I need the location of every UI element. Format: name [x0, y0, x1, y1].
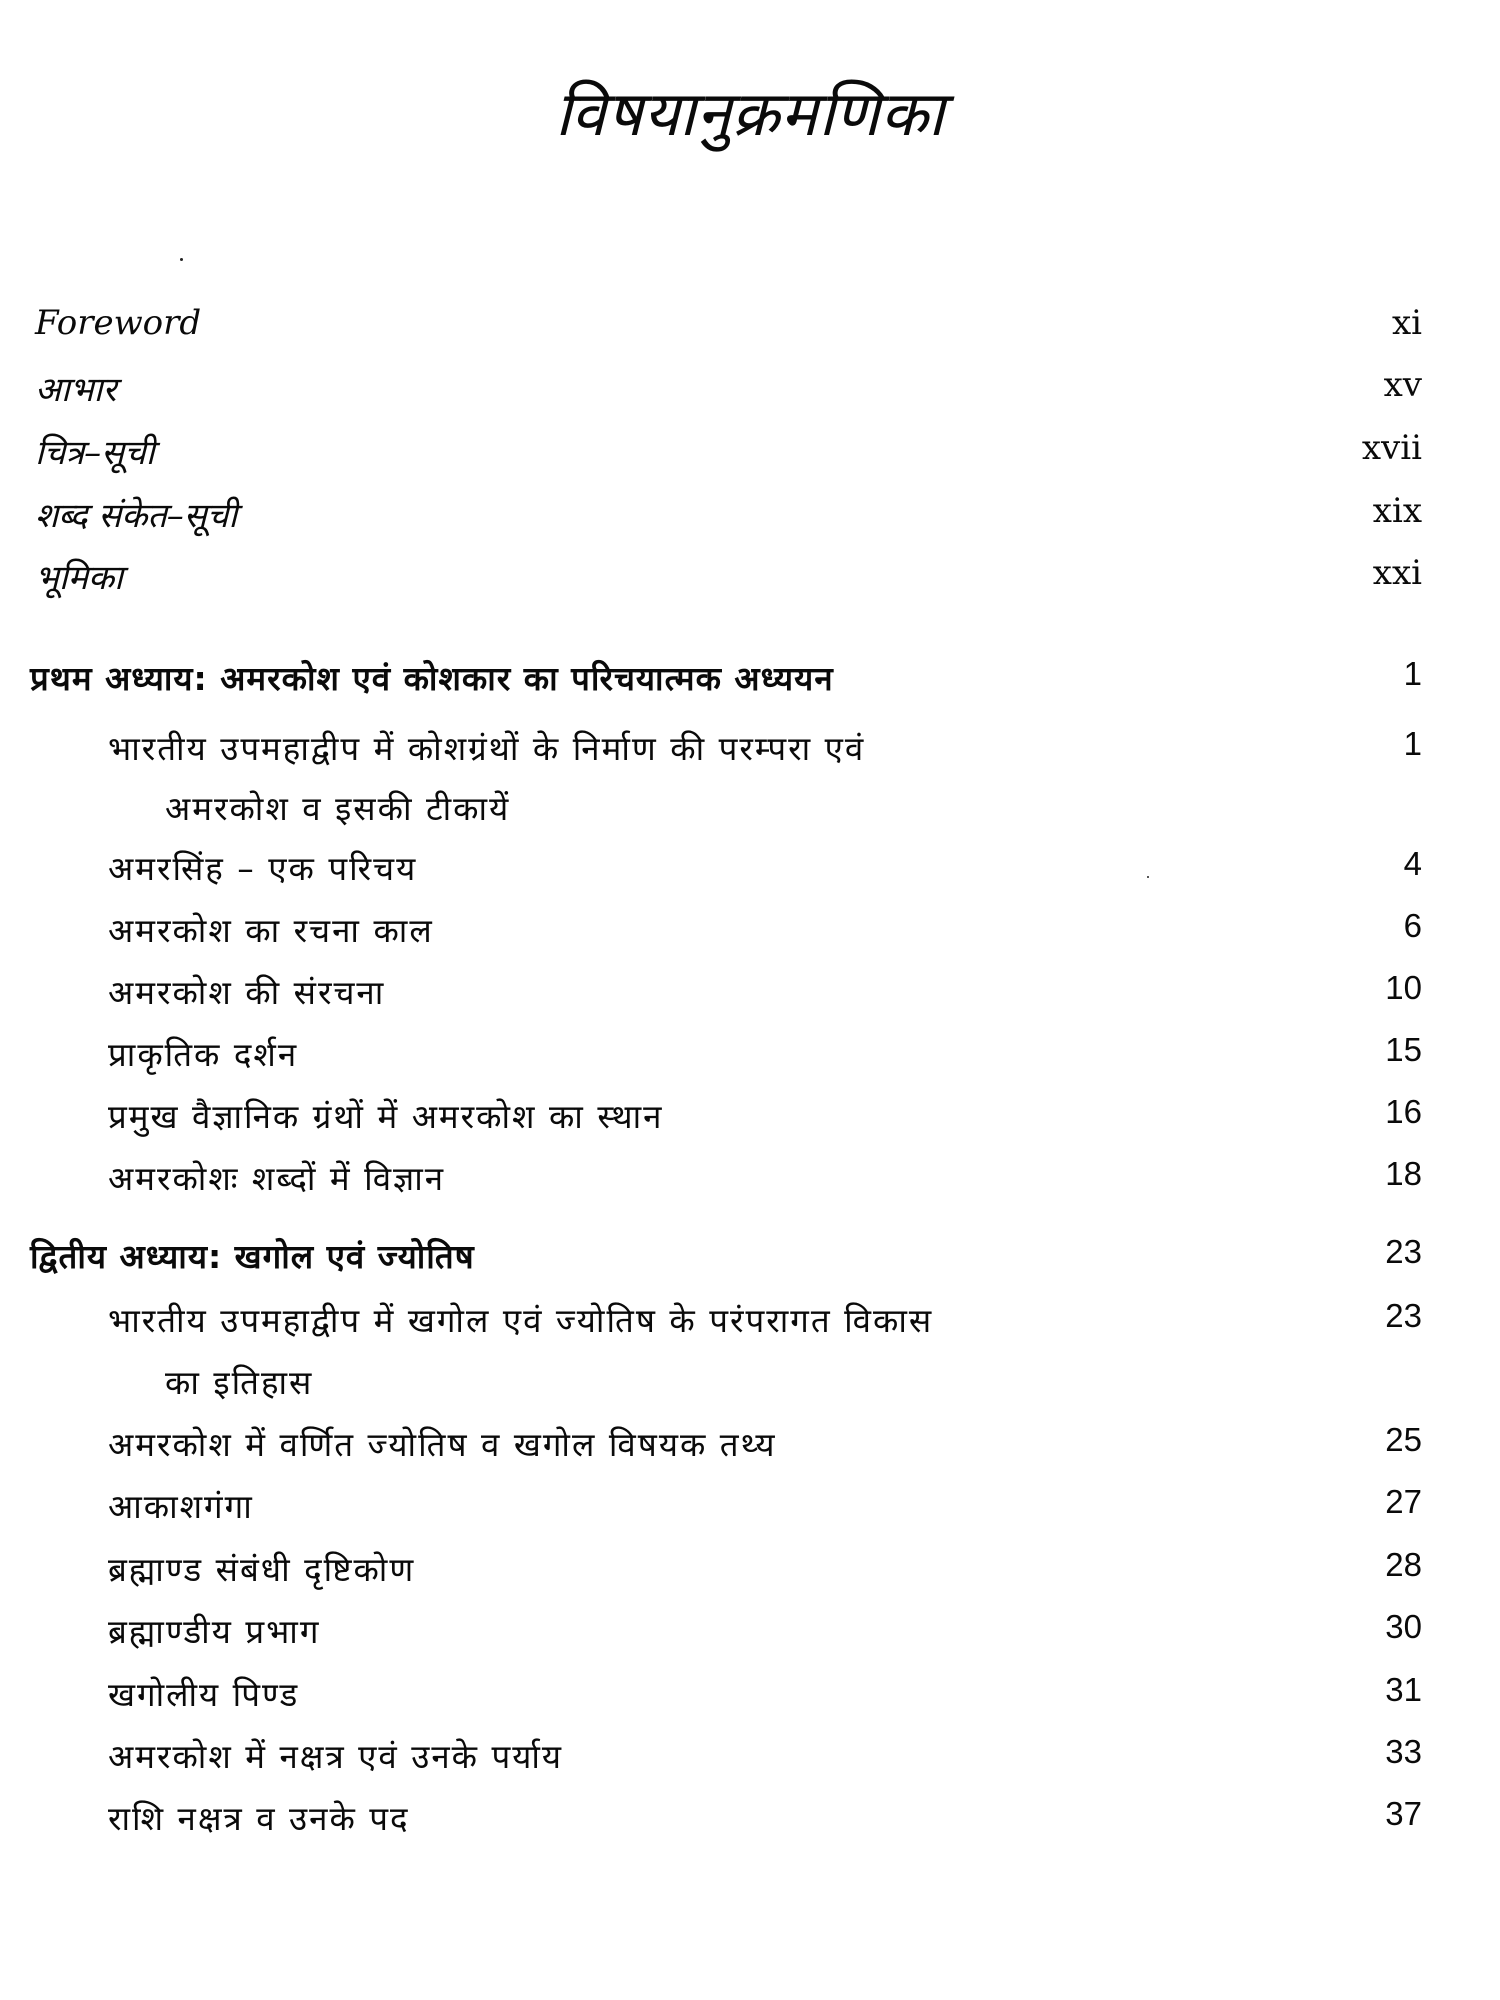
- toc-page-number: 28: [1385, 1546, 1422, 1583]
- toc-row[interactable]: [0, 1671, 1500, 1733]
- toc-entry-label: आभार: [35, 370, 117, 410]
- toc-entry-label: शब्द संकेत–सूची: [35, 496, 238, 536]
- toc-row[interactable]: [0, 1483, 1500, 1545]
- toc-entry-label: अमरसिंह – एक परिचय: [108, 849, 418, 888]
- toc-row[interactable]: [0, 1093, 1500, 1155]
- toc-entry-label: भारतीय उपमहाद्वीप में कोशग्रंथों के निर्माण की परम्परा एवं: [108, 729, 866, 768]
- toc-page-number: 30: [1385, 1608, 1422, 1645]
- toc-entry-label: अमरकोशः शब्दों में विज्ञान: [108, 1159, 446, 1198]
- toc-page-number: 1: [1403, 655, 1422, 692]
- toc-row[interactable]: [0, 969, 1500, 1031]
- toc-row-front[interactable]: [0, 553, 1500, 615]
- toc-entry-label: भूमिका: [35, 558, 123, 598]
- toc-entry-label-continued: अमरकोश व इसकी टीकायें: [165, 789, 511, 828]
- toc-page-number: 4: [1403, 845, 1422, 882]
- toc-row[interactable]: [0, 1031, 1500, 1093]
- toc-page-number: 10: [1385, 969, 1422, 1006]
- toc-page-number: xi: [1391, 303, 1422, 343]
- toc-row[interactable]: [0, 1546, 1500, 1608]
- chapter-title: द्वितीय अध्याय: खगोल एवं ज्योतिष: [30, 1237, 475, 1276]
- toc-page-number: 16: [1385, 1093, 1422, 1130]
- toc-row-front[interactable]: [0, 428, 1500, 490]
- toc-entry-label: खगोलीय पिण्ड: [108, 1675, 300, 1714]
- toc-entry-label: राशि नक्षत्र व उनके पद: [108, 1799, 410, 1838]
- toc-entry-label: आकाशगंगा: [108, 1487, 254, 1526]
- toc-entry-label: अमरकोश का रचना काल: [108, 911, 434, 950]
- toc-row[interactable]: [0, 1795, 1500, 1857]
- toc-entry-label: प्राकृतिक दर्शन: [108, 1035, 299, 1074]
- toc-page-number: 1: [1403, 725, 1422, 762]
- toc-page-number: 6: [1403, 907, 1422, 944]
- toc-row-front[interactable]: [0, 303, 1500, 365]
- toc-page-number: 18: [1385, 1155, 1422, 1192]
- toc-page-number: 37: [1385, 1795, 1422, 1832]
- toc-row[interactable]: [0, 845, 1500, 907]
- toc-page-number: xxi: [1372, 553, 1422, 593]
- toc-row[interactable]: [0, 1608, 1500, 1670]
- toc-entry-label: Foreword: [35, 303, 202, 343]
- toc-entry-label: अमरकोश में नक्षत्र एवं उनके पर्याय: [108, 1737, 564, 1776]
- toc-chapter-heading[interactable]: [0, 655, 1500, 717]
- toc-entry-label: चित्र–सूची: [35, 433, 155, 473]
- toc-page-number: 27: [1385, 1483, 1422, 1520]
- toc-row[interactable]: [0, 1733, 1500, 1795]
- toc-page-number: 31: [1385, 1671, 1422, 1708]
- toc-row[interactable]: [0, 725, 1500, 835]
- toc-entry-label: अमरकोश में वर्णित ज्योतिष व खगोल विषयक तथ्य: [108, 1425, 777, 1464]
- toc-page-number: 25: [1385, 1421, 1422, 1458]
- toc-entry-label: भारतीय उपमहाद्वीप में खगोल एवं ज्योतिष के परंपरागत विकास: [108, 1301, 934, 1340]
- toc-entry-label: अमरकोश की संरचना: [108, 973, 386, 1012]
- toc-row-front[interactable]: [0, 365, 1500, 427]
- toc-entry-label: ब्रह्माण्ड संबंधी दृष्टिकोण: [108, 1550, 416, 1589]
- toc-page-number: xv: [1383, 365, 1422, 405]
- toc-row-front[interactable]: [0, 491, 1500, 553]
- page-title: विषयानुक्रमणिका: [554, 77, 946, 150]
- toc-chapter-heading[interactable]: [0, 1233, 1500, 1295]
- toc-entry-label: ब्रह्माण्डीय प्रभाग: [108, 1612, 321, 1651]
- toc-page-number: 33: [1385, 1733, 1422, 1770]
- toc-entry-label: प्रमुख वैज्ञानिक ग्रंथों में अमरकोश का स्थान: [108, 1097, 664, 1136]
- print-speck: [180, 258, 183, 261]
- toc-row[interactable]: [0, 1155, 1500, 1217]
- toc-row[interactable]: [0, 1421, 1500, 1483]
- toc-row[interactable]: [0, 907, 1500, 969]
- chapter-title: प्रथम अध्याय: अमरकोश एवं कोशकार का परिचयात्मक अध्ययन: [30, 659, 834, 698]
- toc-entry-label-continued: का इतिहास: [165, 1363, 314, 1402]
- toc-page-number: 23: [1385, 1297, 1422, 1334]
- toc-page-number: xvii: [1361, 428, 1422, 468]
- toc-row[interactable]: [0, 1297, 1500, 1407]
- toc-page-number: 23: [1385, 1233, 1422, 1270]
- toc-page-number: 15: [1385, 1031, 1422, 1068]
- toc-page-number: xix: [1372, 491, 1422, 531]
